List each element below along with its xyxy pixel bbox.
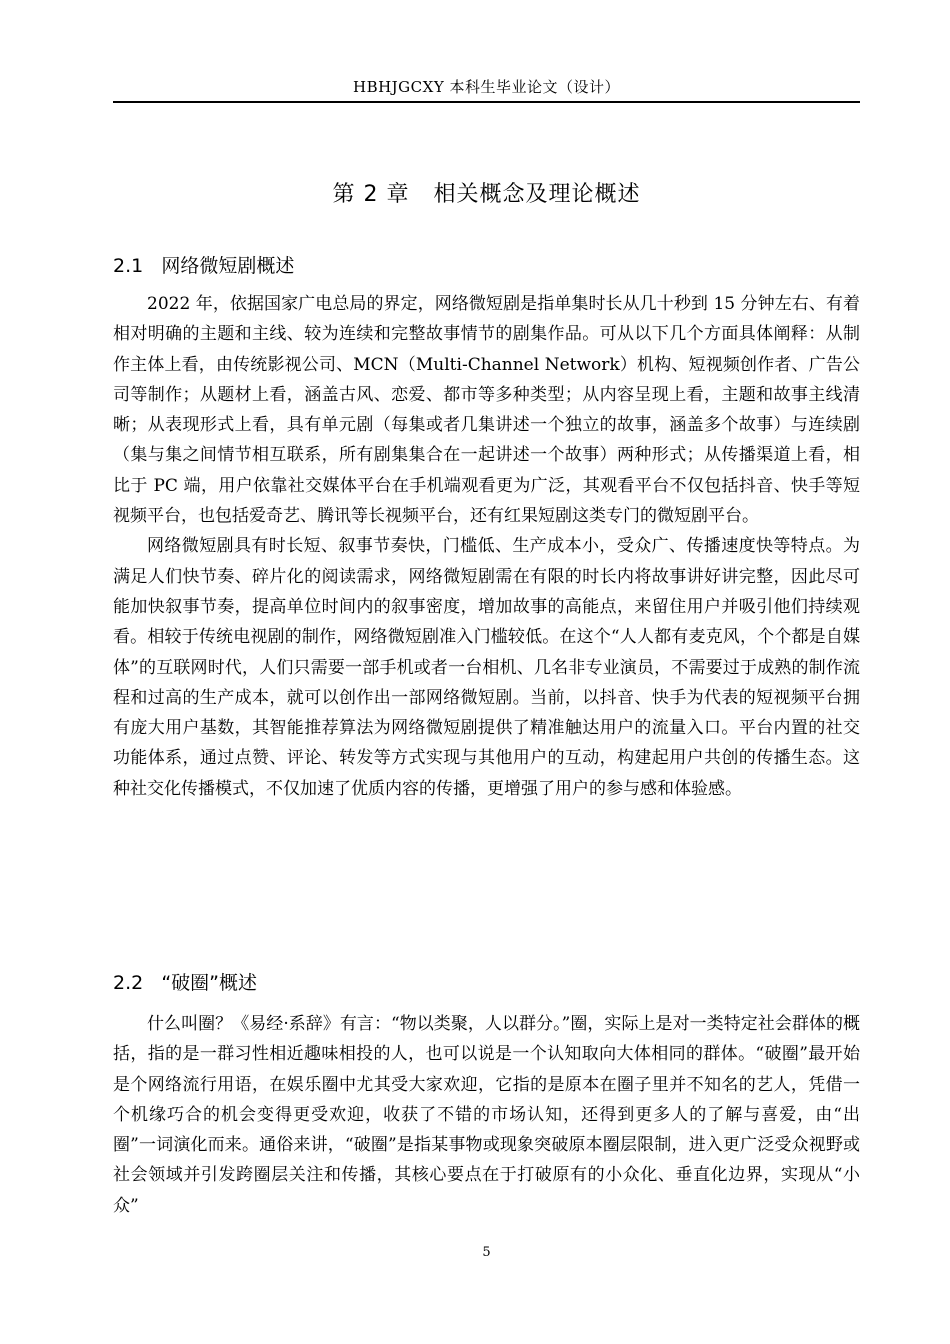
section-heading-2-1: 2.1 网络微短剧概述 [113,255,295,277]
chapter-title: 第 2 章 相关概念及理论概述 [332,182,641,207]
running-header: HBHJGCXY 本科生毕业论文（设计） [352,78,620,96]
paragraph: 什么叫圈？《易经·系辞》有言：“物以类聚，人以群分。”圈，实际上是对一类特定社会群体的概括，指的是一群习性相近趣味相投的人，也可以说是一个认知取向大体相同的群体。“破圈”最开始是个网络流行用语，在娱乐圈中尤其受大家欢迎，它指的是原本在圈子里并不知名的艺人，凭借一个机缘巧合的机会变得更受欢迎，收获了不错的市场认知，还得到更多人的了解与喜爱，由“出圈”一词演化而来。通俗来讲，“破圈”是指某事物或现象突破原本圈层限制，进入更广泛受众视野或社会领域并引发跨圈层关注和传播，其核心要点在于打破原有的小众化、垂直化边界，实现从“小众” [113,1014,860,1216]
section-2-1-body [113,289,860,804]
header-rule [113,101,860,103]
section-2-2-body [113,1009,860,1237]
page-number: 5 [482,1245,491,1260]
section-heading-2-2: 2.2 “破圈”概述 [113,972,258,994]
paragraph: 网络微短剧具有时长短、叙事节奏快，门槛低、生产成本小，受众广、传播速度快等特点。为满足人们快节奏、碎片化的阅读需求，网络微短剧需在有限的时长内将故事讲好讲完整，因此尽可能加快叙事节奏，提高单位时间内的叙事密度，增加故事的高能点，来留住用户并吸引他们持续观看。相较于传统电视剧的制作，网络微短剧准入门槛较低。在这个“人人都有麦克风，个个都是自媒体”的互联网时代，人们只需要一部手机或者一台相机、几名非专业演员，不需要过于成熟的制作流程和过高的生产成本，就可以创作出一部网络微短剧。当前，以抖音、快手为代表的短视频平台拥有庞大用户基数，其智能推荐算法为网络微短剧提供了精准触达用户的流量入口。平台内置的社交功能体系，通过点赞、评论、转发等方式实现与其他用户的互动，构建起用户共创的传播生态。这种社交化传播模式，不仅加速了优质内容的传播，更增强了用户的参与感和体验感。 [113,536,860,799]
paragraph: 2022 年，依据国家广电总局的界定，网络微短剧是指单集时长从几十秒到 15 分钟左右、有着相对明确的主题和主线、较为连续和完整故事情节的剧集作品。可从以下几个方面具体阐释：从制作主体上看，由传统影视公司、MCN（Multi-Channel Network）机构、短视频创作者、广告公司等制作；从题材上看，涵盖古风、恋爱、都市等多种类型；从内容呈现上看，主题和故事主线清晰；从表现形式上看，具有单元剧（每集或者几集讲述一个独立的故事，涵盖多个故事）与连续剧（集与集之间情节相互联系，所有剧集集合在一起讲述一个故事）两种形式；从传播渠道上看，相比于 PC 端，用户依靠社交媒体平台在手机端观看更为广泛，其观看平台不仅包括抖音、快手等短视频平台，也包括爱奇艺、腾讯等长视频平台，还有红果短剧这类专门的微短剧平台。 [113,294,860,527]
